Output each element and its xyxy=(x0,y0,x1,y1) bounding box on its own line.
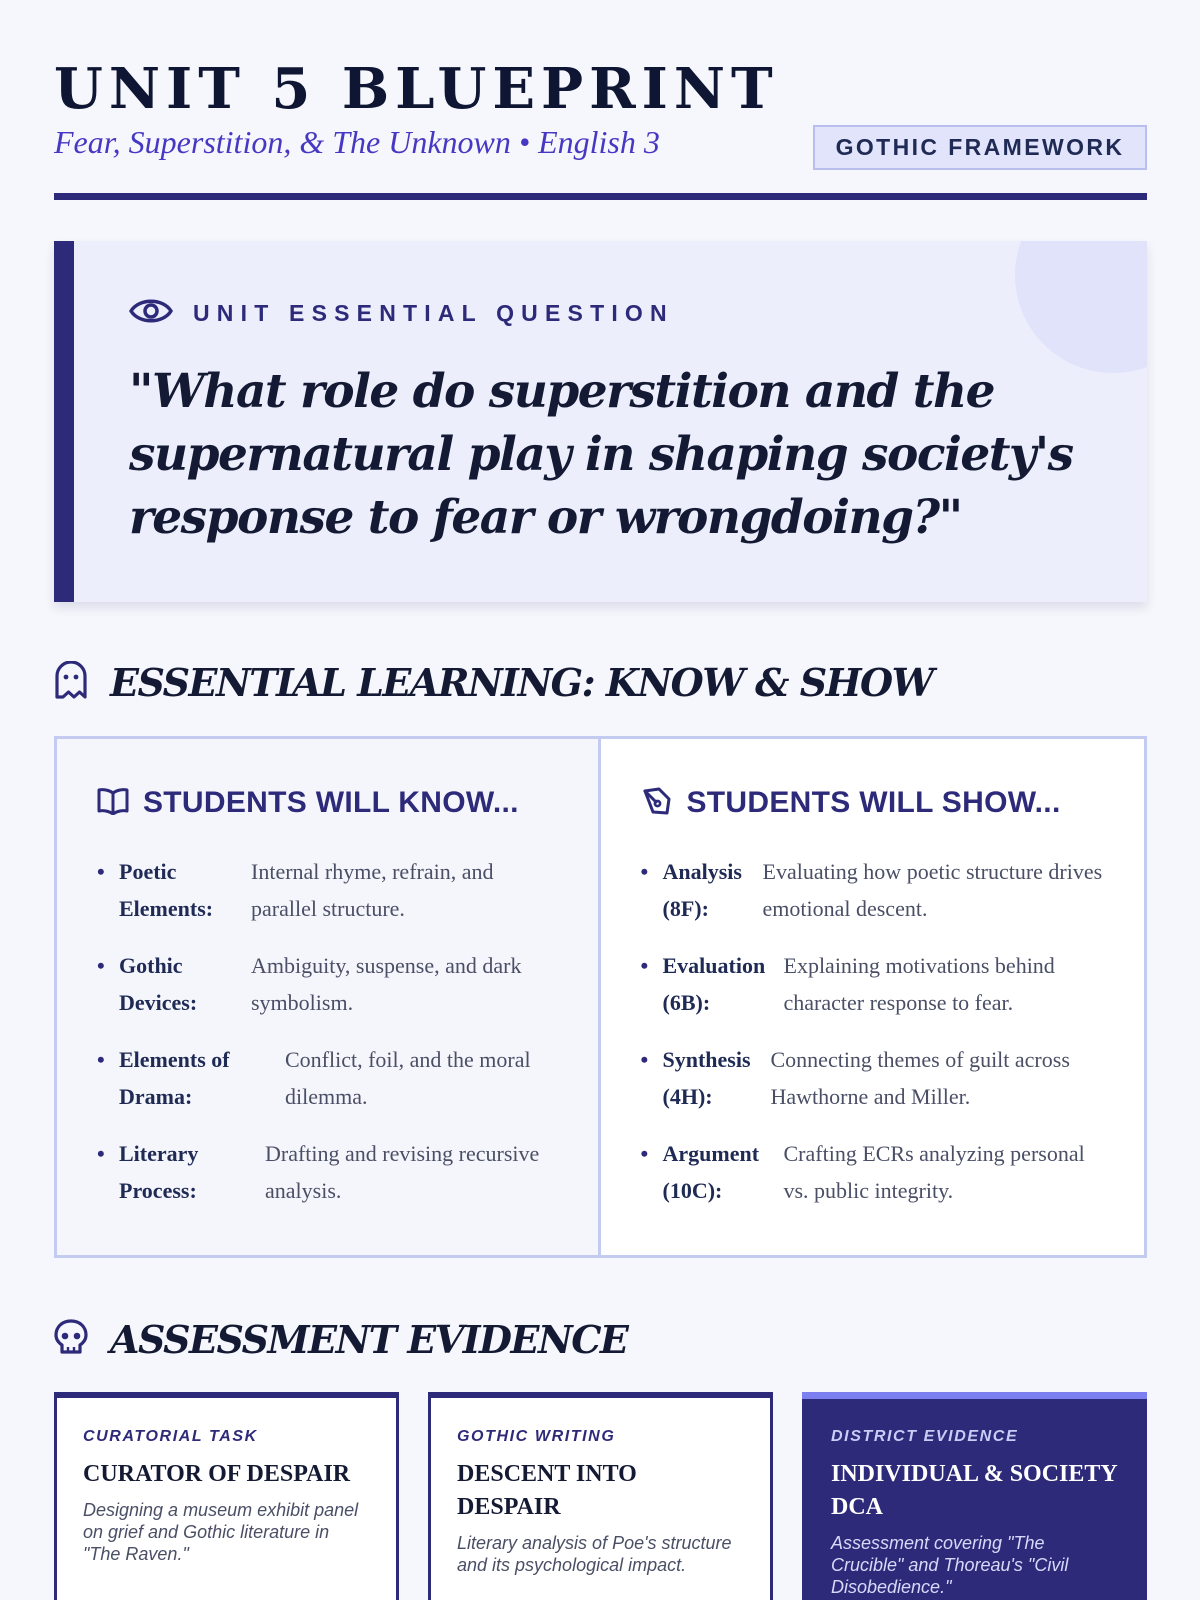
card-description: Literary analysis of Poe's structure and its psychological impact. xyxy=(457,1533,732,1575)
assessment-card-district xyxy=(802,1392,1147,1600)
card-accent-bar xyxy=(802,1392,1147,1399)
card-title: CURATOR OF DESPAIR xyxy=(83,1461,351,1487)
page-title: UNIT 5 BLUEPRINT xyxy=(54,56,779,122)
book-open-icon xyxy=(97,787,129,820)
show-term: Analysis (8F): xyxy=(662,859,742,921)
header-divider xyxy=(54,193,1147,200)
show-description: Crafting ECRs analyzing personal vs. public integrity. xyxy=(783,1141,1085,1203)
students-will-show-header xyxy=(641,785,1105,821)
know-description: Conflict, foil, and the moral dilemma. xyxy=(285,1047,531,1109)
essential-question-header xyxy=(129,295,674,332)
know-item: • Poetic Elements: Internal rhyme, refrain, and parallel structure. xyxy=(97,853,558,927)
students-will-know-heading: STUDENTS WILL KNOW... xyxy=(143,786,519,819)
page-header xyxy=(54,0,1147,200)
card-title: INDIVIDUAL & SOCIETY DCA xyxy=(831,1461,1117,1520)
card-tag: DISTRICT EVIDENCE xyxy=(831,1428,1019,1445)
students-will-show-heading: STUDENTS WILL SHOW... xyxy=(686,786,1061,819)
decorative-circle xyxy=(1015,241,1147,373)
students-will-know-column xyxy=(57,739,601,1255)
card-title: DESCENT INTO DESPAIR xyxy=(457,1461,637,1520)
show-term: Synthesis (4H): xyxy=(662,1047,751,1109)
know-description: Internal rhyme, refrain, and parallel structure. xyxy=(251,859,494,921)
card-tag: GOTHIC WRITING xyxy=(457,1428,616,1445)
show-term: Argument (10C): xyxy=(662,1141,760,1203)
know-term: Elements of Drama: xyxy=(119,1047,230,1109)
assessment-card-curator xyxy=(54,1392,399,1600)
essential-question-text: "What role do superstition and the supernatural play in shaping society's response to fear or wrongdoing?" xyxy=(129,364,1073,545)
pen-nib-icon xyxy=(641,785,673,822)
eye-icon xyxy=(129,295,173,332)
show-item: • Evaluation (6B): Explaining motivations behind character response to fear. xyxy=(641,947,1105,1021)
know-show-panel xyxy=(54,736,1147,1258)
know-description: Ambiguity, suspense, and dark symbolism. xyxy=(251,953,522,1015)
know-list xyxy=(97,853,558,1209)
framework-badge: GOTHIC FRAMEWORK xyxy=(813,125,1147,170)
show-description: Connecting themes of guilt across Hawthorne and Miller. xyxy=(770,1047,1070,1109)
know-term: Gothic Devices: xyxy=(119,953,198,1015)
page xyxy=(54,0,1147,1597)
show-description: Explaining motivations behind character response to fear. xyxy=(783,953,1055,1015)
essential-question-card xyxy=(54,241,1147,602)
know-term: Poetic Elements: xyxy=(119,859,214,921)
assessment-evidence-title: ASSESSMENT EVIDENCE xyxy=(110,1317,628,1362)
assessment-card-descent xyxy=(428,1392,773,1600)
essential-learning-title: ESSENTIAL LEARNING: KNOW & SHOW xyxy=(110,660,933,705)
card-description: Assessment covering "The Crucible" and Thoreau's "Civil Disobedience." xyxy=(831,1533,1069,1597)
know-item: • Gothic Devices: Ambiguity, suspense, and dark symbolism. xyxy=(97,947,558,1021)
know-description: Drafting and revising recursive analysis. xyxy=(265,1141,540,1203)
know-item: • Elements of Drama: Conflict, foil, and the moral dilemma. xyxy=(97,1041,558,1115)
know-item: • Literary Process: Drafting and revising recursive analysis. xyxy=(97,1135,558,1209)
accent-bar xyxy=(54,241,74,602)
assessment-evidence-heading xyxy=(54,1317,627,1362)
essential-question-label: UNIT ESSENTIAL QUESTION xyxy=(193,300,674,326)
skull-icon xyxy=(54,1319,88,1360)
ghost-icon xyxy=(54,661,88,704)
students-will-know-header xyxy=(97,785,558,821)
show-list xyxy=(641,853,1105,1209)
show-item: • Analysis (8F): Evaluating how poetic structure drives emotional descent. xyxy=(641,853,1105,927)
show-item: • Argument (10C): Crafting ECRs analyzing personal vs. public integrity. xyxy=(641,1135,1105,1209)
card-description: Designing a museum exhibit panel on grief and Gothic literature in "The Raven." xyxy=(83,1500,359,1564)
students-will-show-column xyxy=(601,739,1145,1255)
essential-learning-heading xyxy=(54,660,933,705)
card-tag: CURATORIAL TASK xyxy=(83,1428,258,1445)
know-term: Literary Process: xyxy=(119,1141,199,1203)
show-description: Evaluating how poetic structure drives emotional descent. xyxy=(762,859,1103,921)
page-subtitle: Fear, Superstition, & The Unknown • English 3 xyxy=(54,124,660,160)
show-item: • Synthesis (4H): Connecting themes of guilt across Hawthorne and Miller. xyxy=(641,1041,1105,1115)
show-term: Evaluation (6B): xyxy=(662,953,766,1015)
